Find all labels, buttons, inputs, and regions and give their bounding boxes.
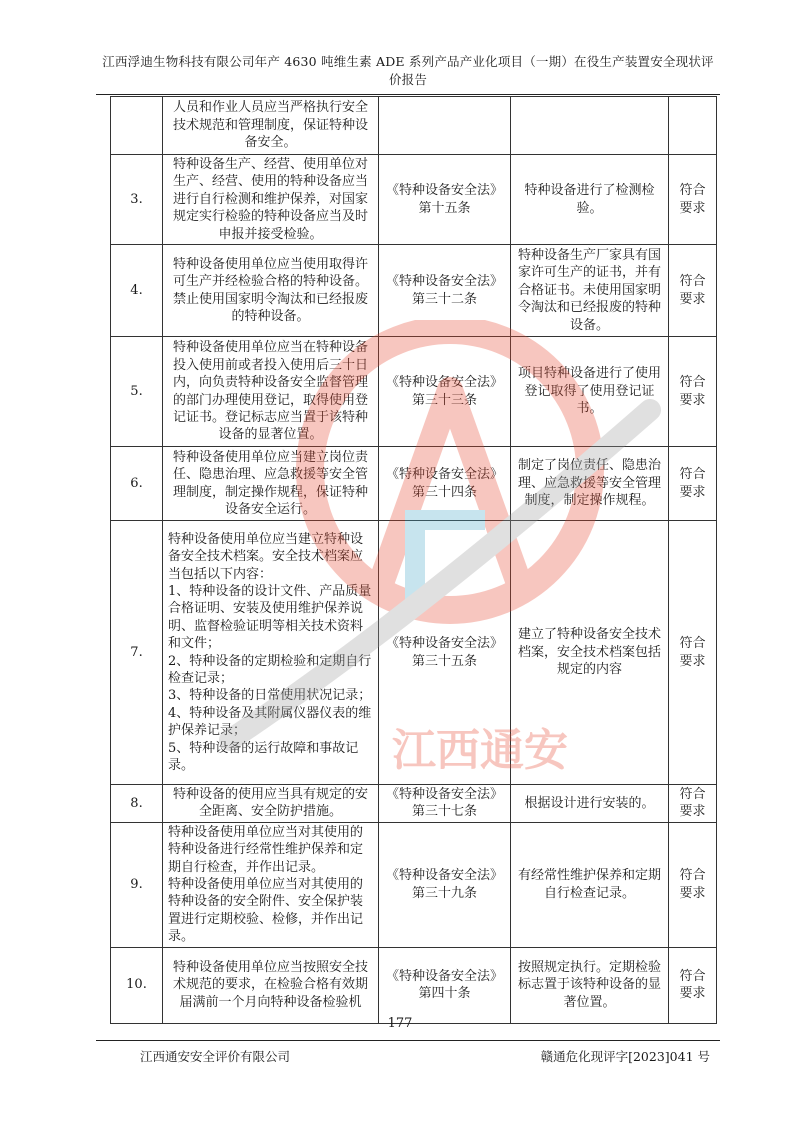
cell-requirement (163, 822, 379, 947)
cell-result: 符合要求 (669, 947, 717, 1023)
cell-basis: 《特种设备安全法》第三十四条 (379, 447, 511, 521)
cell-basis: 《特种设备安全法》第三十五条 (379, 521, 511, 785)
cell-actual: 特种设备进行了检测检验。 (511, 155, 669, 245)
requirement-line: 特种设备生产、经营、使用单位对生产、经营、使用的特种设备应当进行自行检测和维护保养，对国家规定实行检验的特种设备应当及时申报并接受检验。 (172, 157, 368, 242)
table-row (111, 947, 717, 1023)
cell-number: 6. (111, 447, 163, 521)
cell-requirement (163, 447, 379, 521)
cell-result (669, 97, 717, 155)
cell-number: 9. (111, 822, 163, 947)
requirement-line: 特种设备使用单位应当使用取得许可生产并经检验合格的特种设备。禁止使用国家明令淘汰和已经报废的特种设备。 (172, 256, 368, 324)
watermark-text: 江西通安 (392, 725, 568, 776)
cell-result: 符合要求 (669, 337, 717, 447)
cell-actual: 建立了特种设备安全技术档案，安全技术档案包括规定的内容 (511, 521, 669, 785)
requirement-line: 特种设备的使用应当具有规定的安全距离、安全防护措施。 (172, 787, 368, 820)
requirement-line: 特种设备使用单位应当按照安全技术规范的要求，在检验合格有效期届满前一个月向特种设备检验机 (172, 960, 368, 1010)
cell-requirement (163, 947, 379, 1023)
cell-basis: 《特种设备安全法》第三十三条 (379, 337, 511, 447)
cell-basis: 《特种设备安全法》第十五条 (379, 155, 511, 245)
cell-number: 8. (111, 785, 163, 823)
requirement-line: 特种设备使用单位应当对其使用的特种设备的安全附件、安全保护装置进行定期校验、检修，并作出记录。 (168, 877, 364, 945)
requirement-line: 1、特种设备的设计文件、产品质量合格证明、安装及使用维护保养说明、监督检验证明等相关技术资料和文件； (168, 583, 372, 652)
cell-basis: 《特种设备安全法》第四十条 (379, 947, 511, 1023)
requirement-line: 特种设备使用单位应当建立特种设备安全技术档案。安全技术档案应当包括以下内容： (168, 531, 364, 582)
cell-result: 符合要求 (669, 521, 717, 785)
table-row (111, 447, 717, 521)
footer-report-no: 赣通危化现评字[2023]041 号 (540, 1049, 710, 1064)
cell-requirement (163, 785, 379, 823)
cell-actual (511, 97, 669, 155)
table-body (111, 97, 717, 1024)
cell-result: 符合要求 (669, 822, 717, 947)
requirement-line: 2、特种设备的定期检验和定期自行检查记录； (168, 653, 372, 686)
cell-requirement (163, 155, 379, 245)
safety-check-table (110, 96, 717, 1024)
cell-basis: 《特种设备安全法》第三十九条 (379, 822, 511, 947)
requirement-line: 5、特种设备的运行故障和事故记录。 (168, 740, 359, 773)
cell-requirement (163, 521, 379, 785)
requirement-line: 特种设备使用单位应当对其使用的特种设备进行经常性维护保养和定期自行检查，并作出记录。 (168, 824, 364, 875)
cell-actual: 有经常性维护保养和定期自行检查记录。 (511, 822, 669, 947)
footer-company: 江西通安安全评价有限公司 (140, 1049, 291, 1064)
cell-result: 符合要求 (669, 155, 717, 245)
table-row (111, 97, 717, 155)
cell-actual: 按照规定执行。定期检验标志置于该特种设备的显著位置。 (511, 947, 669, 1023)
page-number: 177 (387, 1016, 413, 1031)
cell-number: 5. (111, 337, 163, 447)
cell-actual: 根据设计进行安装的。 (511, 785, 669, 823)
cell-number: 7. (111, 521, 163, 785)
table-row (111, 822, 717, 947)
cell-actual: 项目特种设备进行了使用登记取得了使用登记证书。 (511, 337, 669, 447)
page-footer (96, 1040, 720, 1064)
table-row (111, 521, 717, 785)
cell-result: 符合要求 (669, 447, 717, 521)
cell-basis: 《特种设备安全法》第三十七条 (379, 785, 511, 823)
table-row (111, 785, 717, 823)
table-row (111, 155, 717, 245)
requirement-line: 3、特种设备的日常使用状况记录； (168, 688, 372, 704)
cell-result: 符合要求 (669, 245, 717, 337)
cell-requirement (163, 245, 379, 337)
cell-number: 4. (111, 245, 163, 337)
requirement-line: 4、特种设备及其附属仪器仪表的维护保养记录； (168, 705, 372, 739)
cell-basis (379, 97, 511, 155)
cell-number (111, 97, 163, 155)
cell-actual: 制定了岗位责任、隐患治理、应急救援等安全管理制度，制定操作规程。 (511, 447, 669, 521)
cell-result: 符合要求 (669, 785, 717, 823)
requirement-line: 特种设备使用单位应当在特种设备投入使用前或者投入使用后三十日内，向负责特种设备安全监督管理的部门办理使用登记，取得使用登记证书。登记标志应当置于该特种设备的显著位置。 (172, 340, 368, 443)
cell-actual: 特种设备生产厂家具有国家许可生产的证书，并有合格证书。未使用国家明令淘汰和已经报废的特种设备。 (511, 245, 669, 337)
cell-requirement (163, 97, 379, 155)
cell-requirement (163, 337, 379, 447)
cell-number: 3. (111, 155, 163, 245)
table-row (111, 337, 717, 447)
page-header (96, 52, 720, 95)
requirement-line: 特种设备使用单位应当建立岗位责任、隐患治理、应急救援等安全管理制度，制定操作规程，保证特种设备安全运行。 (172, 449, 368, 517)
table-row (111, 245, 717, 337)
cell-number: 10. (111, 947, 163, 1023)
requirement-line: 人员和作业人员应当严格执行安全技术规范和管理制度，保证特种设备安全。 (172, 100, 368, 151)
cell-basis: 《特种设备安全法》第三十二条 (379, 245, 511, 337)
header-title: 江西浮迪生物科技有限公司年产 4630 吨维生素 ADE 系列产品产业化项目（一期）在役生产装置安全现状评价报告 (102, 54, 714, 87)
